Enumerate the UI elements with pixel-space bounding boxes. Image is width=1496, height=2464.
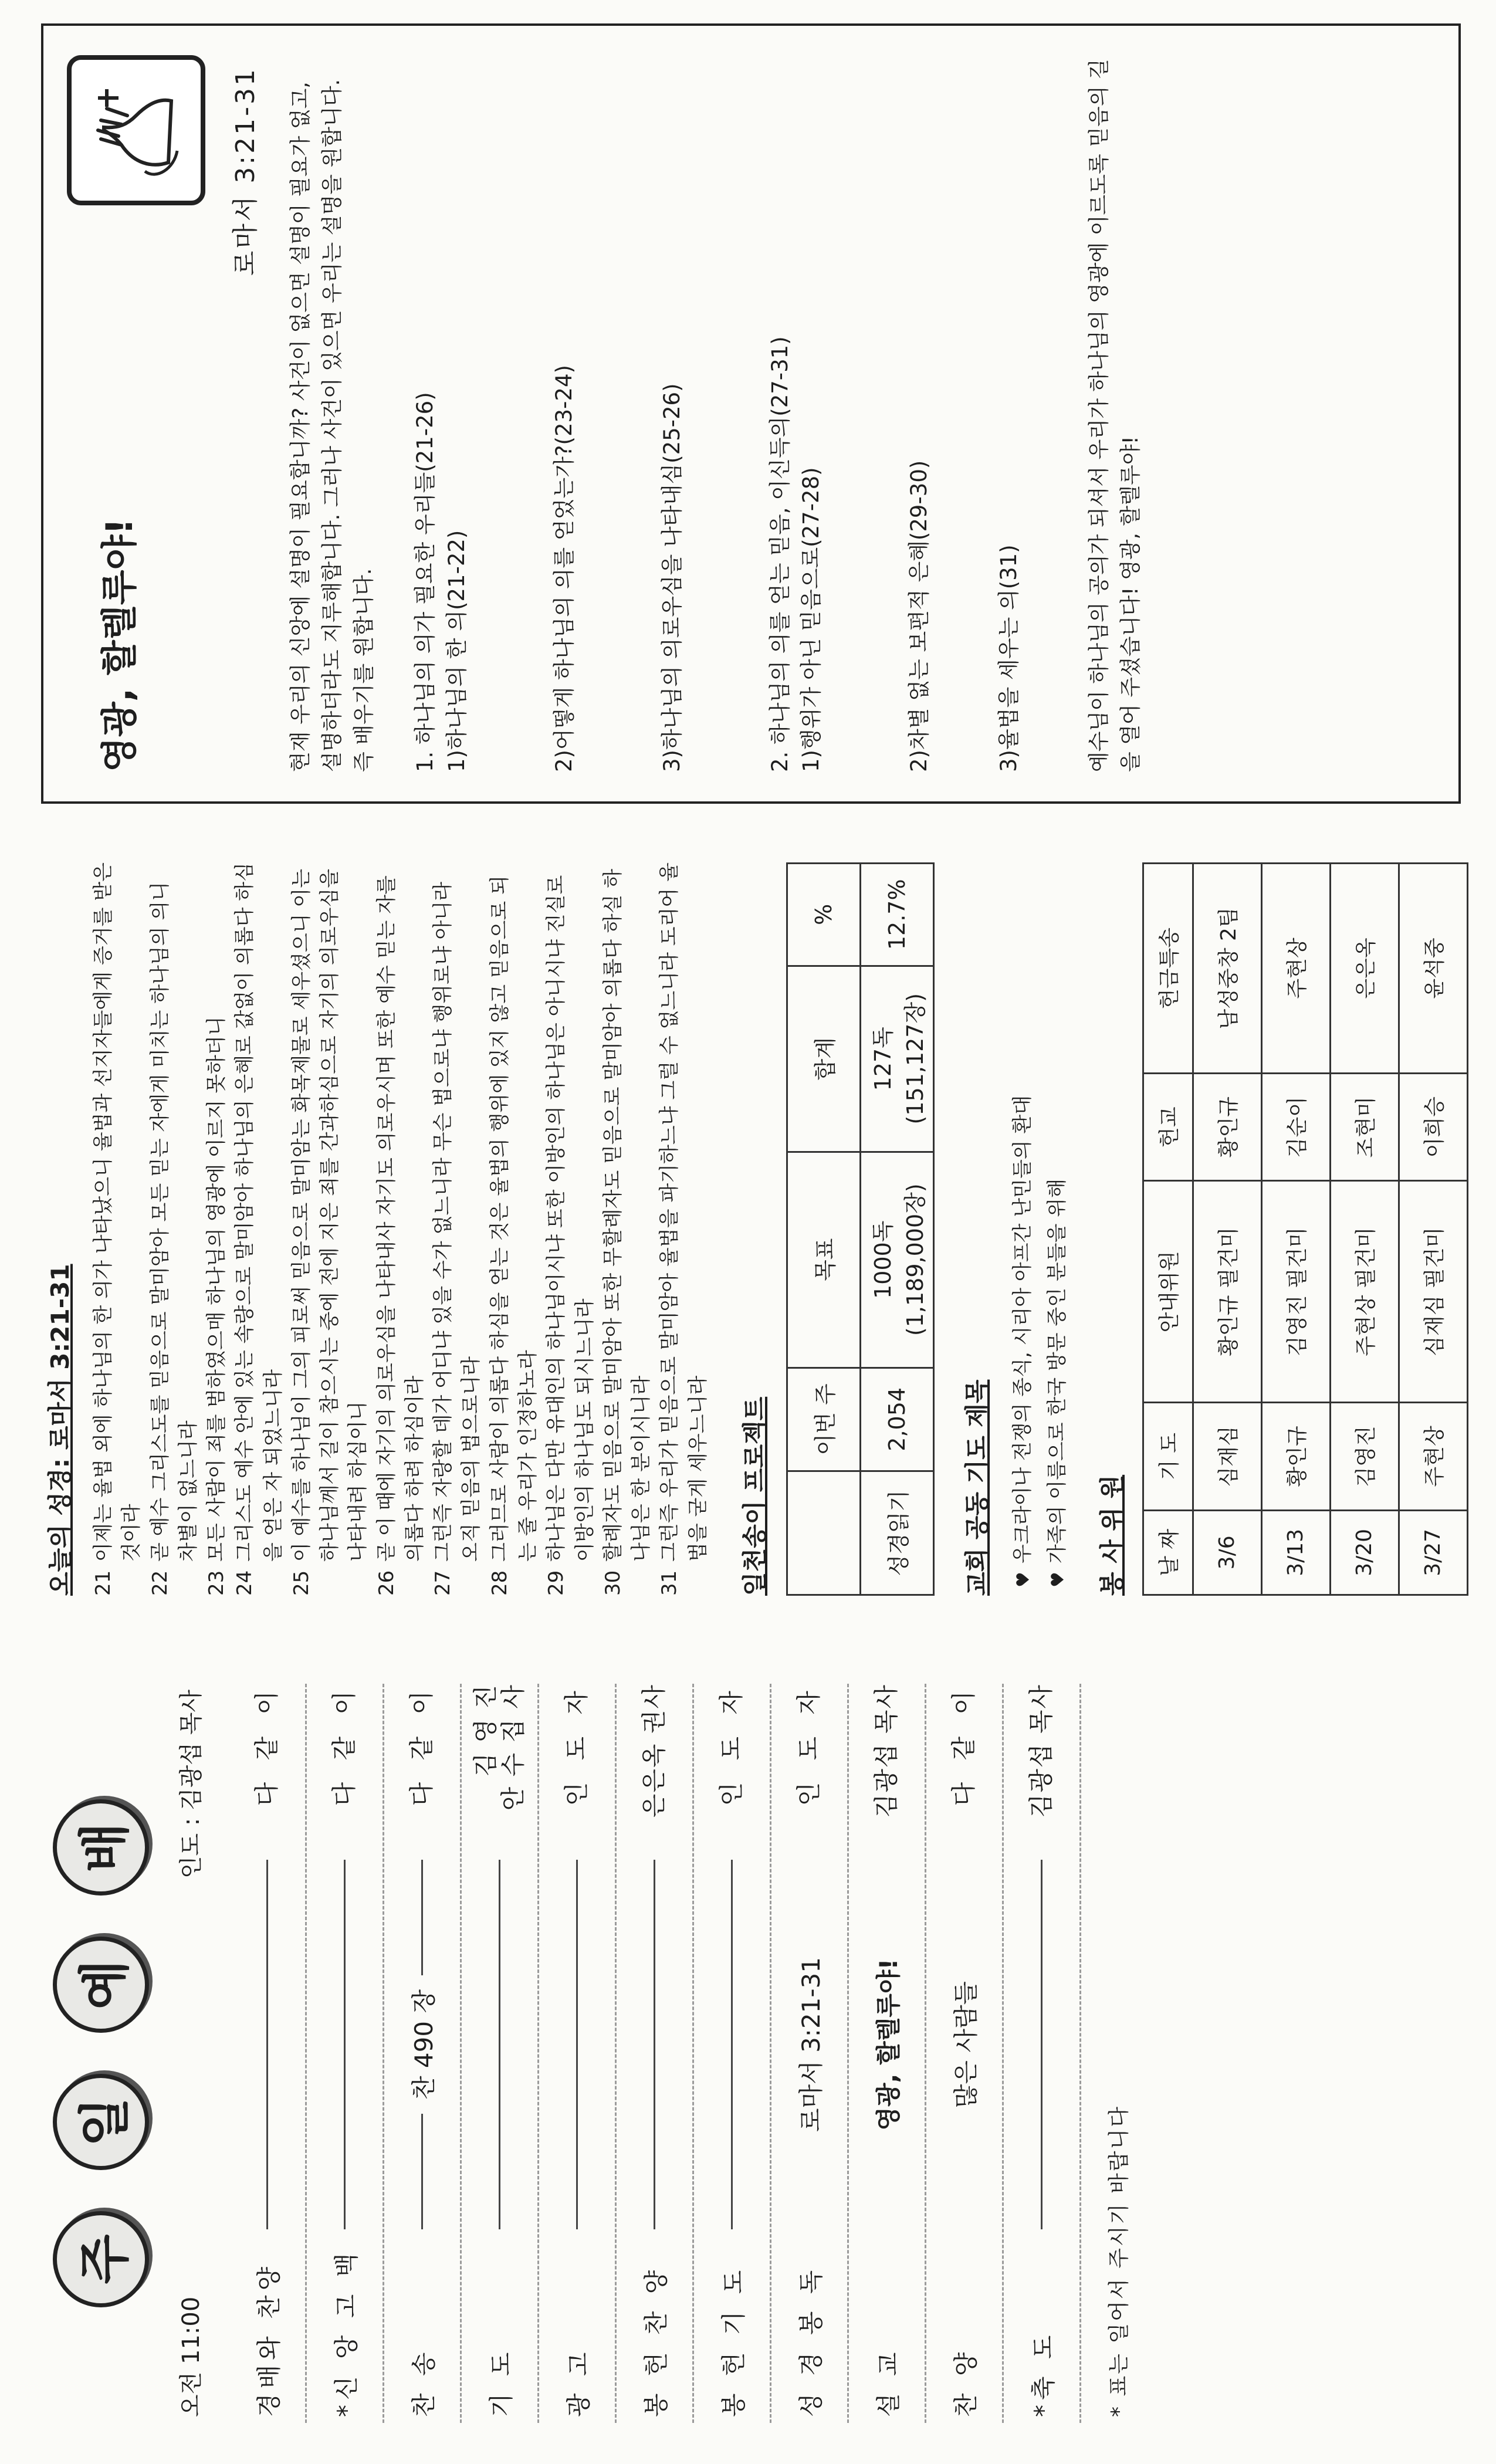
table-cell: 2,054 — [860, 1368, 933, 1471]
table-header: % — [787, 864, 860, 966]
leader-line — [1041, 1860, 1043, 2229]
verse-text: 하나님은 다만 유대인의 하나님이시냐 또한 이방인의 하나님은 아니시냐 진실로 이방인의 하나님도 되시느니라 — [544, 875, 597, 1562]
leader-line — [654, 1860, 655, 2229]
table-row — [1261, 864, 1330, 1595]
table-cell: 황인규 필건미 — [1193, 1181, 1261, 1403]
table-header: 헌교 — [1143, 1073, 1193, 1180]
table-header — [787, 1471, 860, 1595]
order-row — [771, 1684, 849, 2423]
total-count: 127독 — [869, 1027, 896, 1091]
verse-text: 그리스도 예수 안에 있는 속량으로 말미암아 하나님의 은혜로 값없이 의롭다 하심을 얻은 자 되었느니라 — [233, 862, 285, 1562]
verse-number: 29 — [544, 1570, 568, 1596]
service-title — [53, 1684, 149, 2423]
verse-number: 24 — [233, 1570, 257, 1596]
title-char: 주 — [53, 2211, 149, 2307]
table-header: 날 짜 — [1143, 1510, 1193, 1595]
order-label: 봉 헌 찬 양 — [641, 2265, 671, 2417]
verse-text: 곧 예수 그리스도를 믿음으로 말미암아 모든 믿는 자에게 미치는 하나님의 의니 차별이 없느니라 — [148, 881, 200, 1562]
verse — [89, 857, 146, 1596]
verse — [202, 857, 231, 1596]
sermon-passage: 로마서 3:21-31 — [231, 67, 260, 276]
order-detail: 영광, 할렐루야! — [874, 1958, 903, 2131]
heart-icon: ♥ — [1013, 1572, 1034, 1588]
service-time: 오전 11:00 — [178, 2296, 205, 2417]
table-cell: 윤석중 — [1399, 864, 1467, 1074]
table-cell: 심재심 — [1193, 1403, 1261, 1510]
table-cell: 심재심 필건미 — [1399, 1181, 1467, 1403]
table-cell: 3/20 — [1330, 1510, 1399, 1595]
verse — [373, 857, 429, 1596]
outline-subpoint: 3)하나님의 의로우심을 나타내심(25-26) — [659, 383, 685, 772]
order-leader: 다 같 이 — [330, 1684, 359, 1806]
verse — [599, 857, 656, 1596]
table-cell: 주현상 — [1261, 864, 1330, 1074]
bulletin-info — [0, 833, 1496, 1619]
verse — [486, 857, 543, 1596]
sermon-title: 영광, 할렐루야! — [98, 518, 141, 772]
order-row — [384, 1684, 462, 2423]
order-detail: 로마서 3:21-31 — [796, 1957, 825, 2132]
verse-number: 25 — [289, 1570, 313, 1596]
sermon-closing: 예수님이 하나님의 공의가 되셔서 우리가 하나님의 영광에 이르도록 믿음의 길을 열어 주셨습니다! 영광, 할렐루야! — [1087, 59, 1143, 772]
table-cell: 김영진 — [1330, 1403, 1399, 1510]
title-char: 일 — [53, 2074, 149, 2170]
table-cell: 3/27 — [1399, 1510, 1467, 1595]
volunteer-table — [1142, 862, 1468, 1596]
order-row — [307, 1684, 384, 2423]
leader-line — [421, 2114, 423, 2229]
verse-number: 22 — [148, 1570, 172, 1596]
goal-pages: (1,189,000장) — [902, 1183, 928, 1336]
table-cell: 김영진 필건미 — [1261, 1181, 1330, 1403]
order-label: 찬 양 — [951, 2347, 980, 2417]
title-char: 예 — [53, 1937, 149, 2033]
table-row — [1193, 864, 1261, 1595]
verse-text: 이 예수를 하나님이 그의 피로써 믿음으로 말미암는 화목제물로 세우셨으니 이는 하나님께서 길이 참으시는 중에 전에 지은 죄를 간과하심으로 자기의 의로우심을 나타내려 하심이니 — [289, 868, 370, 1562]
order-label: 성 경 봉 독 — [796, 2265, 825, 2417]
sermon-body — [285, 55, 1147, 772]
verse-number: 27 — [431, 1570, 455, 1596]
order-row — [926, 1684, 1004, 2423]
order-label: 찬 송 — [409, 2347, 438, 2417]
verse-text: 곧 이 때에 자기의 의로우심을 나타내사 자기도 의로우시며 또한 예수 믿는 자를 의롭다 하려 하심이라 — [374, 875, 427, 1562]
verse-text: 그런즉 우리가 믿음으로 말미암아 율법을 파기하느냐 그럴 수 없느니라 도리어 율법을 굳게 세우느니라 — [658, 862, 710, 1562]
verse — [231, 857, 287, 1596]
outline-subpoint: 2)차별 없는 보편적 은혜(29-30) — [906, 460, 932, 772]
standing-note: * 표는 일어서 주시기 바랍니다 — [1107, 2104, 1131, 2417]
outline-point: 1. 하나님의 의가 필요한 우리들(21-26) — [412, 392, 438, 772]
verse-number: 31 — [658, 1570, 682, 1596]
table-cell: 3/6 — [1193, 1510, 1261, 1595]
table-cell: 주현상 — [1399, 1403, 1467, 1510]
order-label: 기 도 — [486, 2347, 516, 2417]
prayer-item — [1041, 857, 1069, 1588]
verse-text: 할례자도 믿음으로 말미암아 또한 무할례자도 믿음으로 말미암아 의롭다 하실 하나님은 한 분이시니라 — [601, 868, 654, 1562]
praying-hands-icon — [67, 55, 205, 205]
order-label: *축 도 — [1028, 2330, 1058, 2417]
order-detail: 찬 490 장 — [409, 1989, 438, 2100]
leader-line — [499, 1860, 500, 2229]
verse-number: 26 — [374, 1570, 398, 1596]
outline-subpoint: 3)율법을 세우는 의(31) — [996, 544, 1022, 772]
verse — [146, 857, 203, 1596]
order-leader: 인 도 자 — [717, 1684, 746, 1806]
sermon-header — [67, 55, 205, 772]
order-leader: 인 도 자 — [562, 1684, 591, 1806]
table-cell: 은은옥 — [1330, 864, 1399, 1074]
table-cell: 황인규 — [1261, 1403, 1330, 1510]
order-row — [539, 1684, 617, 2423]
table-cell — [860, 1152, 933, 1368]
title-char: 배 — [53, 1799, 149, 1896]
verse — [542, 857, 599, 1596]
table-cell — [860, 966, 933, 1152]
service-meta — [172, 1690, 206, 2417]
outline-point: 2. 하나님의 의를 얻는 믿음, 이신득의(27-31) — [767, 336, 793, 772]
order-row — [229, 1684, 307, 2423]
order-row — [694, 1684, 771, 2423]
verse-number: 21 — [92, 1570, 115, 1596]
outline-subpoint: 1)하나님의 한 의(21-22) — [444, 530, 469, 772]
table-cell: 황인규 — [1193, 1073, 1261, 1180]
scripture-verses — [89, 857, 712, 1596]
prayer-heading: 교회 공동 기도 제목 — [962, 1379, 991, 1596]
table-header-row — [787, 864, 860, 1595]
order-label: 봉 헌 기 도 — [719, 2265, 748, 2417]
order-leader: 다 같 이 — [949, 1684, 979, 1806]
table-cell: 3/13 — [1261, 1510, 1330, 1595]
table-row — [1330, 864, 1399, 1595]
heart-icon: ♥ — [1047, 1572, 1068, 1588]
verse — [429, 857, 486, 1596]
order-label: 경배와 찬양 — [254, 2262, 283, 2417]
order-label: *신 앙 고 백 — [331, 2248, 361, 2417]
order-of-worship — [0, 1643, 1496, 2464]
table-row — [1399, 864, 1467, 1595]
verse-text: 모든 사람이 죄를 범하였으매 하나님의 영광에 이르지 못하더니 — [205, 1016, 229, 1562]
order-leader: 은은옥 권사 — [639, 1684, 669, 1818]
table-header: 안내위원 — [1143, 1181, 1193, 1403]
verse-number: 30 — [601, 1570, 625, 1596]
scripture-heading: 오늘의 성경: 로마서 3:21-31 — [46, 1264, 75, 1596]
table-cell: 12.7% — [860, 864, 933, 966]
verse — [287, 857, 373, 1596]
table-header: 기 도 — [1143, 1403, 1193, 1510]
order-leader: 인 도 자 — [794, 1684, 824, 1806]
total-pages: (151,127장) — [902, 993, 928, 1125]
order-row — [849, 1684, 926, 2423]
goal-count: 1000독 — [869, 1220, 896, 1299]
order-label: 광 고 — [564, 2347, 593, 2417]
table-cell: 남성중창 2팀 — [1193, 864, 1261, 1074]
order-leader: 김광섭 목사 — [1027, 1684, 1056, 1818]
table-header: 목표 — [787, 1152, 860, 1368]
table-header-row — [1143, 864, 1193, 1595]
prayer-text: 우크라이나 전쟁의 종식, 시리아 아프간 난민들의 환대 — [1010, 1095, 1034, 1564]
leader-line — [731, 1860, 733, 2229]
table-cell: 김순이 — [1261, 1073, 1330, 1180]
leader-line — [344, 1860, 346, 2229]
order-label: 설 교 — [874, 2347, 903, 2417]
prayer-item — [1006, 857, 1035, 1588]
order-leader: 다 같 이 — [407, 1683, 436, 1806]
verse-text: 그런즉 자랑할 데가 어디냐 있을 수가 없느니라 무슨 법으로냐 행위로냐 아니라 오직 믿음의 법으로니라 — [431, 881, 483, 1562]
table-cell: 조현미 — [1330, 1073, 1399, 1180]
project-heading: 일천송이 프로젝트 — [740, 1396, 769, 1596]
prayer-text: 가족의 이름으로 한국 방문 중인 분들을 위해 — [1045, 1179, 1069, 1564]
table-cell: 이희승 — [1399, 1073, 1467, 1180]
table-cell: 주현상 필건미 — [1330, 1181, 1399, 1403]
table-header: 이번 주 — [787, 1368, 860, 1471]
order-row — [1004, 1684, 1081, 2423]
order-row — [617, 1684, 694, 2423]
leader-line — [266, 1860, 268, 2229]
sermon-outline — [41, 23, 1461, 804]
order-detail: 많은 사람들 — [951, 1981, 980, 2108]
order-leader: 김광섭 목사 — [872, 1684, 901, 1818]
table-row — [860, 864, 933, 1595]
verse-number: 23 — [205, 1570, 229, 1596]
service-leader: 인도 : 김광섭 목사 — [178, 1690, 205, 1879]
leader-line — [421, 1860, 423, 1975]
table-header: 헌금특송 — [1143, 864, 1193, 1074]
verse-text: 그러므로 사람이 의롭다 하심을 얻는 것은 율법의 행위에 있지 않고 믿음으로 되는 줄 우리가 인정하노라 — [488, 875, 540, 1562]
leader-line — [576, 1860, 578, 2229]
order-leader: 다 같 이 — [252, 1684, 282, 1806]
outline-subpoint: 1)행위가 아닌 믿음으로(27-28) — [798, 467, 824, 772]
outline-subpoint: 2)어떻게 하나님의 의를 얻었는가?(23-24) — [551, 365, 577, 772]
verse-number: 28 — [488, 1570, 512, 1596]
project-table — [786, 862, 935, 1596]
order-leader: 김 영 진 안 수 집 사 — [471, 1684, 527, 1811]
verse — [655, 857, 712, 1596]
sermon-intro: 현재 우리의 신앙에 설명이 필요합니까? 사건이 없으면 설명이 필요가 없고, 설명하더라도 지루해합니다. 그러나 사건이 있으면 우리는 설명을 원합니다. 즉 배우기를 원합니다. — [289, 79, 376, 772]
praying-hands-graphic — [86, 75, 186, 186]
table-header: 합계 — [787, 966, 860, 1152]
order-row — [462, 1684, 539, 2423]
volunteers-heading: 봉 사 위 원 — [1097, 1474, 1126, 1596]
table-cell: 성경읽기 — [860, 1471, 933, 1595]
verse-text: 이제는 율법 외에 하나님의 한 의가 나타났으니 율법과 선지자들에게 증거를 받은 것이라 — [92, 862, 144, 1562]
